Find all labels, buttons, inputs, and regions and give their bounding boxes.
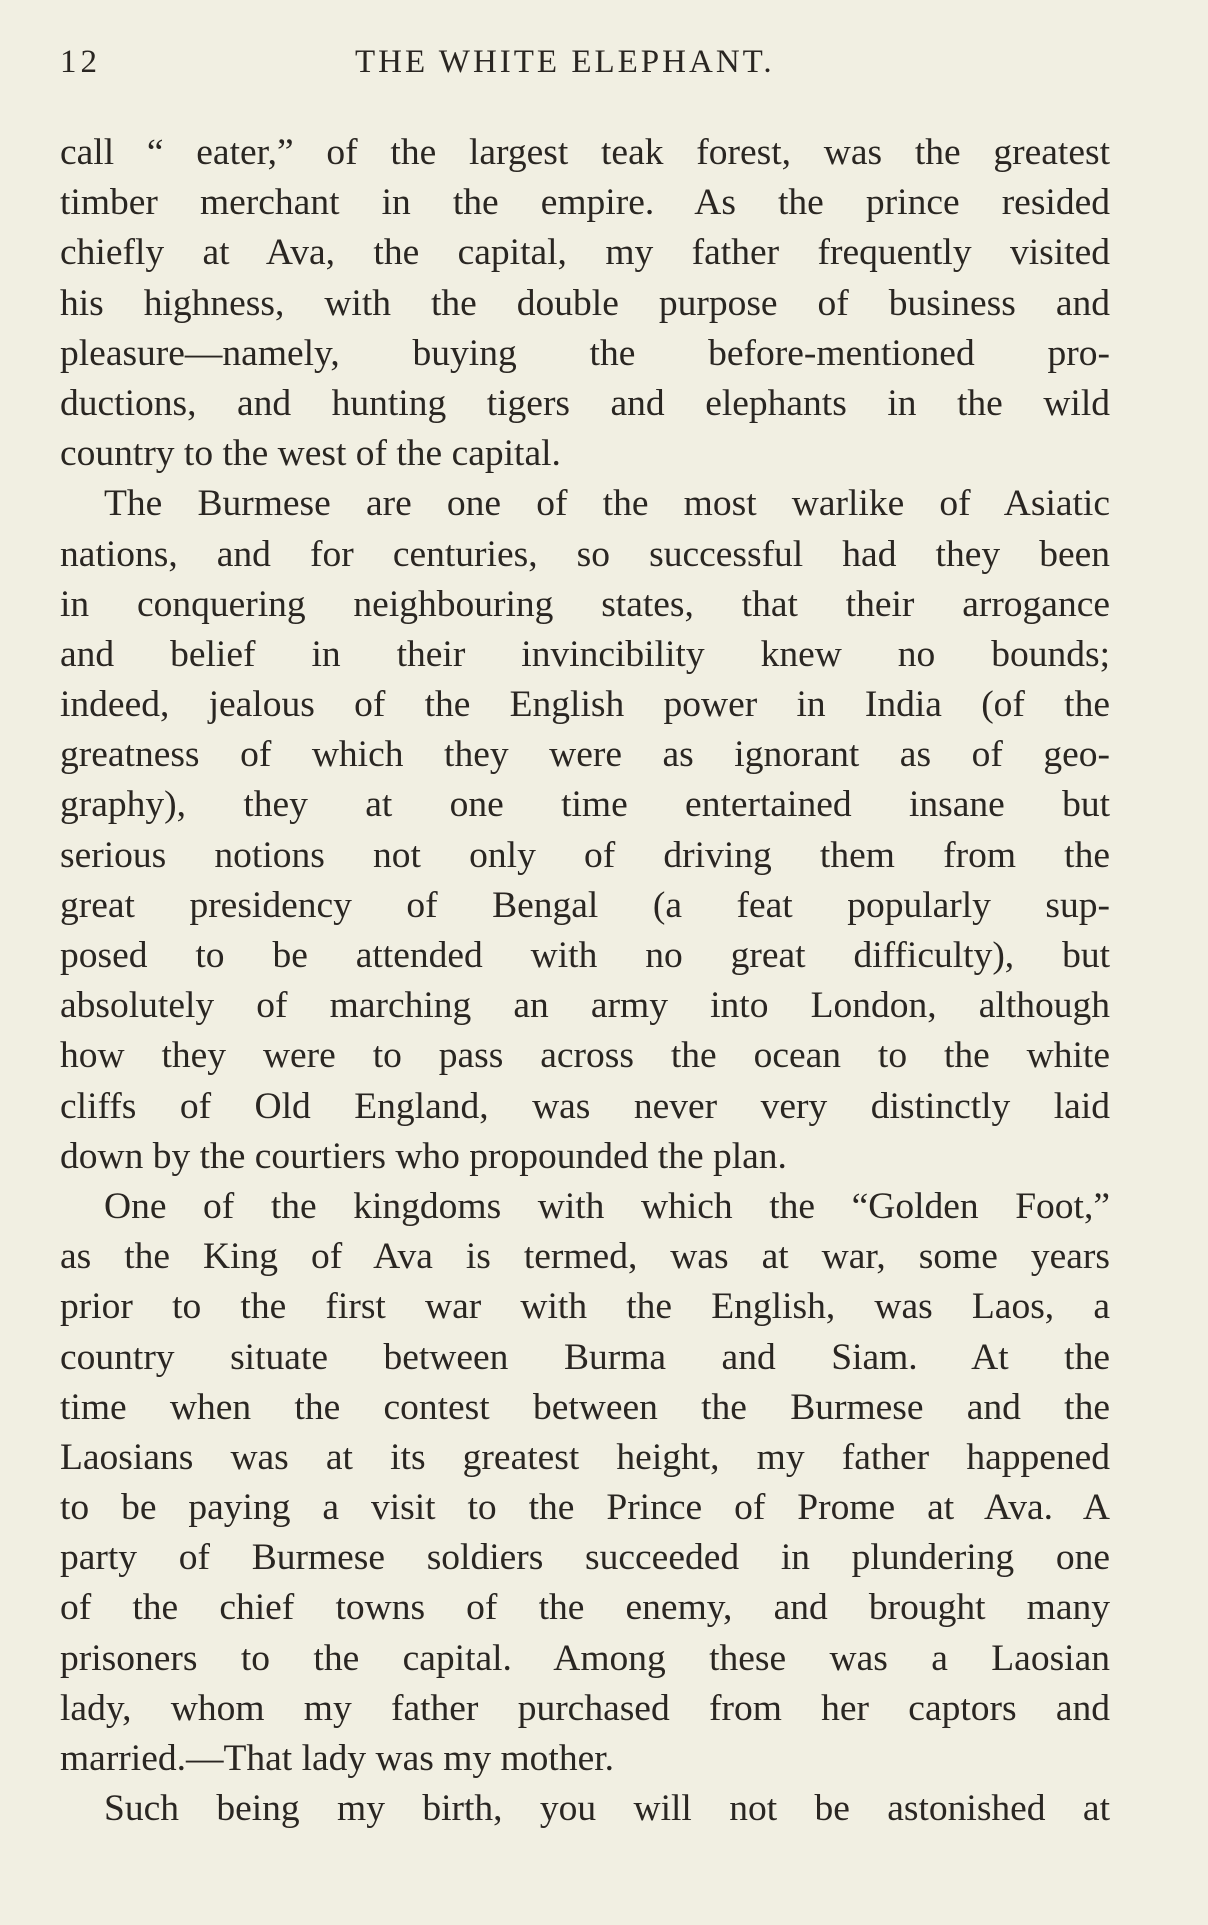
text-line: indeed, jealous of the English power in India (of the <box>60 684 1110 726</box>
running-title: THE WHITE ELEPHANT. <box>355 44 775 80</box>
text-line: The Burmese are one of the most warlike of Asiatic <box>104 483 1110 525</box>
text-line: call “ eater,” of the largest teak forest, was the greatest <box>60 132 1110 173</box>
text-line: and belief in their invincibility knew no bounds; <box>60 633 1110 675</box>
text-line: of the chief towns of the enemy, and brought many <box>60 1587 1110 1629</box>
text-line: timber merchant in the empire. As the prince resided <box>60 182 1110 224</box>
text-line: cliffs of Old England, was never very distinctly laid <box>60 1085 1110 1127</box>
text-line: as the King of Ava is termed, was at war, some years <box>60 1236 1110 1278</box>
text-line: down by the courtiers who propounded the plan. <box>60 1135 787 1177</box>
text-line: in conquering neighbouring states, that their arrogance <box>60 583 1110 625</box>
text-line: lady, whom my father purchased from her captors and <box>60 1687 1110 1729</box>
text-line: absolutely of marching an army into London, although <box>60 985 1110 1027</box>
text-line: to be paying a visit to the Prince of Prome at Ava. A <box>60 1487 1110 1529</box>
text-line: prisoners to the capital. Among these was a Laosian <box>60 1637 1110 1679</box>
text-line: posed to be attended with no great difficulty), but <box>60 935 1110 976</box>
page-number: 12 <box>60 44 101 80</box>
text-line: great presidency of Bengal (a feat popularly sup- <box>60 884 1110 926</box>
text-line: country situate between Burma and Siam. At the <box>60 1336 1110 1378</box>
text-line: nations, and for centuries, so successful had they been <box>60 533 1110 575</box>
text-line: greatness of which they were as ignorant as of geo- <box>60 734 1110 776</box>
text-line: Laosians was at its greatest height, my father happened <box>60 1436 1110 1478</box>
text-line: how they were to pass across the ocean to the white <box>60 1035 1110 1077</box>
text-line: time when the contest between the Burmese and the <box>60 1386 1110 1428</box>
text-line: prior to the first war with the English, was Laos, a <box>60 1286 1110 1328</box>
text-line: One of the kingdoms with which the “Golden Foot,” <box>104 1185 1110 1227</box>
text-line: serious notions not only of driving them from the <box>60 834 1110 876</box>
text-line: pleasure—namely, buying the before-mentioned pro- <box>60 332 1110 374</box>
text-line: married.—That lady was my mother. <box>60 1738 615 1779</box>
text-line: country to the west of the capital. <box>60 433 561 475</box>
body-text <box>60 128 1110 1834</box>
running-head <box>60 44 1120 94</box>
text-line: graphy), they at one time entertained insane but <box>60 784 1110 826</box>
text-line: party of Burmese soldiers succeeded in plundering one <box>60 1537 1110 1579</box>
text-line: ductions, and hunting tigers and elephants in the wild <box>60 382 1110 424</box>
text-line: his highness, with the double purpose of business and <box>60 282 1110 324</box>
text-line: Such being my birth, you will not be astonished at <box>104 1788 1110 1830</box>
text-line: chiefly at Ava, the capital, my father frequently visited <box>60 232 1110 274</box>
